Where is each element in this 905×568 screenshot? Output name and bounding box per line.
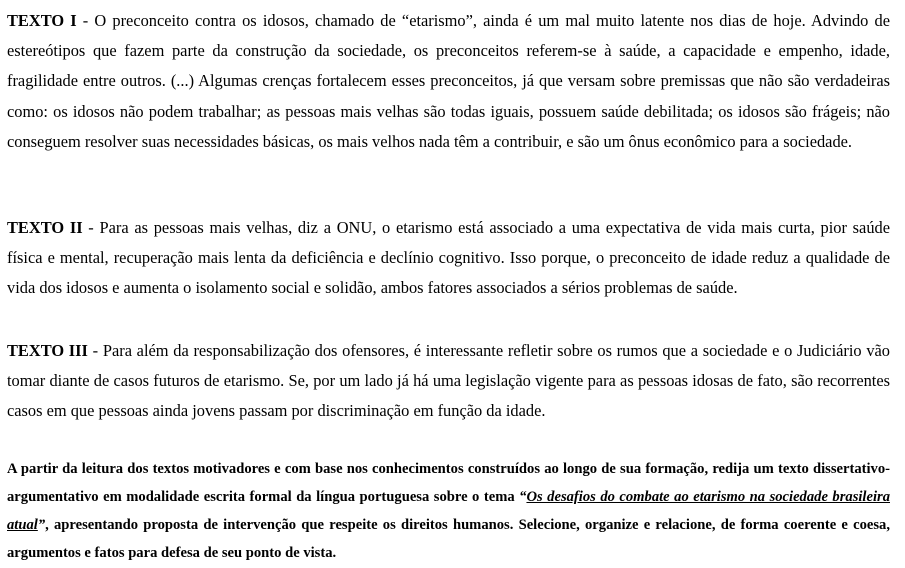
prompt-intro: A partir da leitura dos textos motivadores e com base nos conhecimentos construídos ao longo de sua formação, redija um texto dissertativo-argumentativo em modalidade escrita formal da língua portuguesa sobre o tema [7,461,890,505]
texto-2-body: - Para as pessoas mais velhas, diz a ONU, o etarismo está associado a uma expectativa de vida mais curta, pior saúde física e mental, recuperação mais lenta da deficiência e declínio cognitivo. Isso porque, o preconceito de idade reduz a qualidade de vida dos idosos e aumenta o isolamento social e solidão, ambos fatores associados a sérios problemas de saúde. [7,218,890,298]
texto-2-label: TEXTO II [7,218,83,237]
texto-1-body: - O preconceito contra os idosos, chamado de “etarismo”, ainda é um mal muito latente nos dias de hoje. Advindo de estereótipos que fazem parte da construção da sociedade, os preconceitos referem-se à saúde, a capacidade e empenho, idade, fragilidade entre outros. (...) Algumas crenças fortalecem esses preconceitos, já que versam sobre premissas que não são verdadeiras como: os idosos não podem trabalhar; as pessoas mais velhas são todas iguais, possuem saúde debilitada; os idosos são frágeis; não conseguem resolver suas necessidades básicas, os mais velhos nada têm a contribuir, e são um ônus econômico para a sociedade. [7,11,890,151]
texto-1-label: TEXTO I [7,11,77,30]
prompt-theme: Os desafios do combate ao etarismo na sociedade brasileira atual [7,489,890,533]
texto-2-paragraph [7,213,890,304]
prompt-close-quote: ” [37,517,46,533]
texto-1-paragraph [7,6,890,157]
texto-3-label: TEXTO III [7,341,88,360]
texto-3-body: - Para além da responsabilização dos ofensores, é interessante refletir sobre os rumos que a sociedade e o Judiciário vão tomar diante de casos futuros de etarismo. Se, por um lado já há uma legislação vigente para as pessoas idosas de fato, são recorrentes casos em que pessoas ainda jovens passam por discriminação em função da idade. [7,341,890,421]
prompt-open-quote: “ [519,489,527,505]
essay-prompt [7,455,890,567]
texto-3-paragraph [7,336,890,427]
prompt-instructions: , apresentando proposta de intervenção que respeite os direitos humanos. Selecione, organize e relacione, de forma coerente e coesa, argumentos e fatos para defesa de seu ponto de vista. [7,517,890,561]
